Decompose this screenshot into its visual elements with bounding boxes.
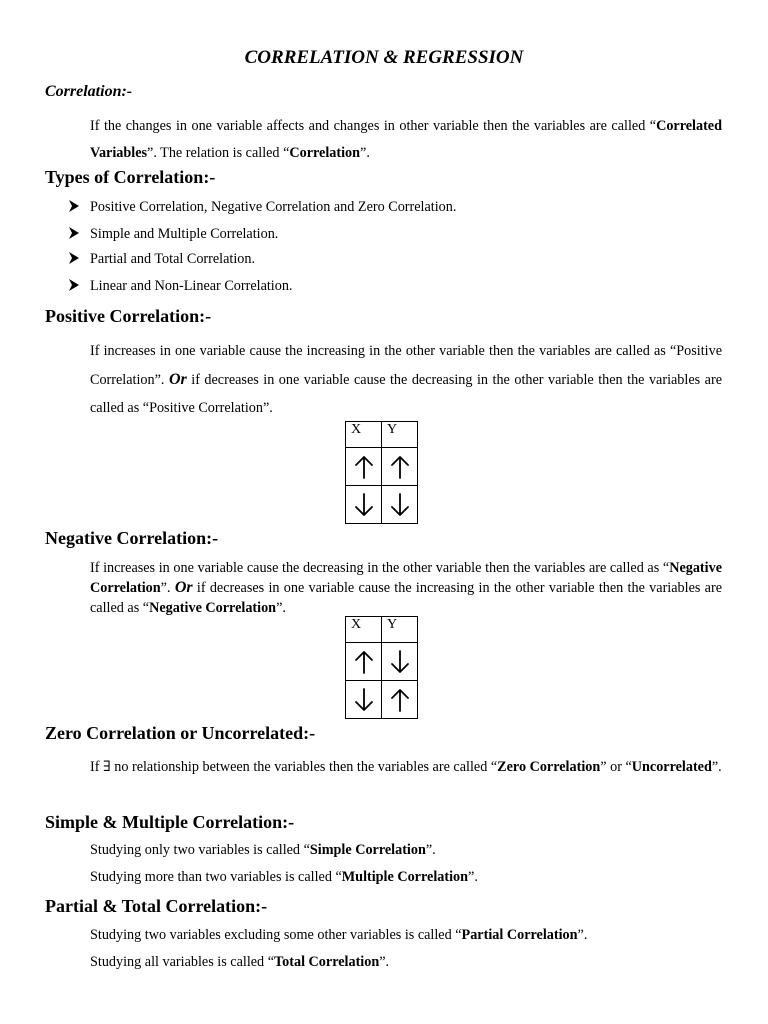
list-item: Partial and Total Correlation. — [68, 251, 255, 268]
up-arrow-icon — [390, 687, 410, 713]
arrowhead-bullet-icon — [68, 278, 90, 295]
uncorrelated-term: Uncorrelated — [631, 759, 712, 775]
correlation-text: ”. The relation is called “ — [147, 145, 290, 161]
page-title: CORRELATION & REGRESSION — [244, 47, 524, 68]
arrow-cell — [382, 486, 418, 524]
column-header-y: Y — [382, 422, 418, 448]
arrowhead-bullet-icon — [68, 226, 90, 243]
down-arrow-icon — [354, 687, 374, 713]
partial-total-heading: Partial & Total Correlation:- — [45, 896, 268, 916]
partial-correlation-line: Studying two variables excluding some other variables is called “Partial Correlation”. — [90, 927, 588, 943]
column-header-x: X — [346, 422, 382, 448]
total-correlation-line: Studying all variables is called “Total Correlation”. — [90, 954, 390, 970]
negative-correlation-term: Negative Correlation — [149, 600, 277, 616]
total-correlation-term: Total Correlation — [274, 954, 380, 970]
arrow-cell — [382, 643, 418, 681]
correlation-text: ”. — [360, 145, 370, 161]
simple-correlation-term: Simple Correlation — [309, 842, 426, 858]
list-item: Simple and Multiple Correlation. — [68, 226, 278, 243]
list-item: Positive Correlation, Negative Correlation and Zero Correlation. — [68, 199, 456, 216]
up-arrow-icon — [354, 454, 374, 480]
arrow-cell — [346, 681, 382, 719]
list-item: Linear and Non-Linear Correlation. — [68, 278, 292, 295]
simple-correlation-line: Studying only two variables is called “Simple Correlation”. — [90, 842, 436, 858]
multiple-correlation-term: Multiple Correlation — [341, 869, 469, 885]
arrow-cell — [382, 448, 418, 486]
positive-xy-table — [345, 421, 418, 524]
arrow-cell — [346, 486, 382, 524]
negative-heading: Negative Correlation:- — [45, 528, 219, 548]
multiple-correlation-line: Studying more than two variables is called “Multiple Correlation”. — [90, 869, 478, 885]
negative-definition: If increases in one variable cause the decreasing in the other variable then the variables are called as “Negative Correlation”. Or if decreases in one variable cause the increasing in the other variable then the variables are called as “Negative Correlation”. — [90, 560, 722, 616]
negative-correlation-term: Negative Correlation — [90, 560, 722, 596]
zero-heading: Zero Correlation or Uncorrelated:- — [45, 723, 316, 743]
down-arrow-icon — [390, 649, 410, 675]
arrowhead-bullet-icon — [68, 199, 90, 216]
correlated-variables-term: Correlated Variables — [90, 118, 722, 161]
zero-definition: If ∃ no relationship between the variables then the variables are called “Zero Correlation” or “Uncorrelated”. — [90, 759, 722, 775]
down-arrow-icon — [390, 492, 410, 518]
arrow-cell — [346, 448, 382, 486]
correlation-heading: Correlation:- — [45, 83, 133, 100]
up-arrow-icon — [354, 649, 374, 675]
or-emphasis: Or — [168, 370, 187, 388]
partial-correlation-term: Partial Correlation — [461, 927, 578, 943]
up-arrow-icon — [390, 454, 410, 480]
correlation-text: If the changes in one variable affects and changes in other variable then the variables are called “ — [90, 118, 657, 134]
or-emphasis: Or — [174, 579, 193, 596]
column-header-x: X — [346, 617, 382, 643]
positive-heading: Positive Correlation:- — [45, 306, 212, 326]
zero-correlation-term: Zero Correlation — [497, 759, 601, 775]
negative-xy-table — [345, 616, 418, 719]
types-heading: Types of Correlation:- — [45, 167, 216, 187]
simple-multiple-heading: Simple & Multiple Correlation:- — [45, 812, 295, 832]
correlation-term: Correlation — [289, 145, 361, 161]
arrow-cell — [346, 643, 382, 681]
column-header-y: Y — [382, 617, 418, 643]
arrowhead-bullet-icon — [68, 251, 90, 268]
positive-definition: If increases in one variable cause the increasing in the other variable then the variables are called as “Positive Correlation”. Or if decreases in one variable cause the decreasing in the other variable then the variables are called as “Positive Correlation”. — [90, 343, 722, 416]
down-arrow-icon — [354, 492, 374, 518]
arrow-cell — [382, 681, 418, 719]
correlation-definition — [90, 113, 722, 167]
